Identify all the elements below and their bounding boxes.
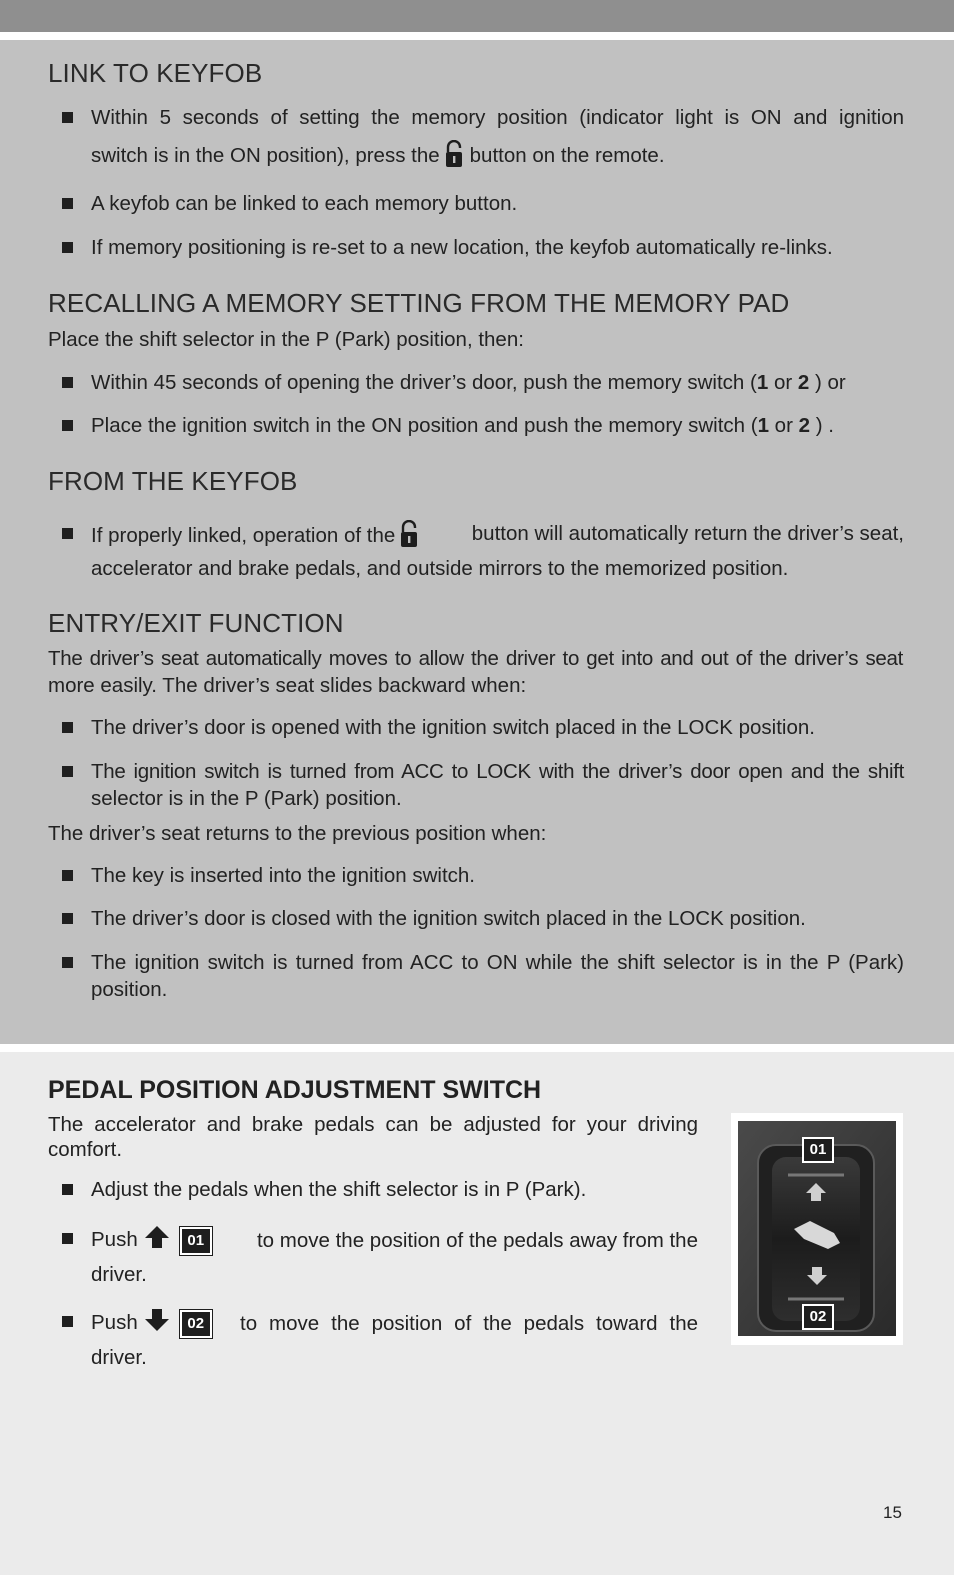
bullet-text-rest: to move the position of the pedals toward the: [240, 1311, 698, 1335]
pedal-switch-photo: [738, 1121, 896, 1336]
top-bar: [0, 0, 954, 32]
bullet-text-line2: switch is in the ON position), press the button on the remote.: [91, 140, 665, 169]
bullet-text: The ignition switch is turned from ACC to LOCK with the driver’s door open and the shift: [91, 760, 904, 783]
bullet-text: If memory positioning is re-set to a new location, the keyfob automatically re-links.: [91, 236, 833, 259]
bullet-square: [62, 112, 73, 123]
bullet-text-line2: position.: [91, 978, 168, 1001]
bullet-text: The ignition switch is turned from ACC to ON while the shift selector is in the P (Park): [91, 951, 904, 974]
entry-intro-line2: more easily. The driver’s seat slides backward when:: [48, 674, 527, 697]
bullet-square: [62, 528, 73, 539]
bullet-square: [62, 957, 73, 968]
bullet-square: [62, 1233, 73, 1244]
tag-01: 01: [180, 1227, 212, 1255]
pedal-intro-line1: The accelerator and brake pedals can be adjusted for your driving: [48, 1113, 698, 1136]
bullet-text: The driver’s door is opened with the ignition switch placed in the LOCK position.: [91, 716, 815, 739]
arrow-down-icon: [144, 1308, 170, 1332]
bullet-square: [62, 198, 73, 209]
bullet-square: [62, 870, 73, 881]
bullet-square: [62, 1184, 73, 1195]
heading-link-to-keyfob: LINK TO KEYFOB: [48, 58, 263, 88]
heading-recalling-memory: RECALLING A MEMORY SETTING FROM THE MEMORY PAD: [48, 288, 790, 318]
unlock-icon: [399, 520, 419, 548]
bullet-text: Push 01 to move the position of the pedals away from the: [91, 1225, 698, 1255]
arrow-up-icon: [144, 1225, 170, 1249]
bullet-text: Adjust the pedals when the shift selector is in P (Park).: [91, 1178, 587, 1201]
heading-pedal-position: PEDAL POSITION ADJUSTMENT SWITCH: [48, 1076, 542, 1104]
bullet-text: The driver’s door is closed with the ignition switch placed in the LOCK position.: [91, 907, 806, 930]
pedal-intro-line2: comfort.: [48, 1138, 123, 1161]
returns-intro: The driver’s seat returns to the previous position when:: [48, 822, 547, 845]
entry-intro-line1: The driver’s seat automatically moves to allow the driver to get into and out of the driver’s seat: [48, 647, 903, 670]
photo-label-02: 02: [802, 1304, 834, 1330]
unlock-icon: [444, 140, 464, 168]
bullet-square: [62, 913, 73, 924]
recalling-intro: Place the shift selector in the P (Park) position, then:: [48, 328, 524, 351]
heading-entry-exit-function: ENTRY/EXIT FUNCTION: [48, 608, 344, 638]
bullet-text-line2: accelerator and brake pedals, and outside mirrors to the memorized position.: [91, 557, 789, 580]
bullet-text: A keyfob can be linked to each memory button.: [91, 192, 518, 215]
bullet-square: [62, 1316, 73, 1327]
bullet-square: [62, 766, 73, 777]
bullet-text-line2: driver.: [91, 1263, 147, 1286]
bullet-text: Within 5 seconds of setting the memory position (indicator light is ON and ignition: [91, 106, 904, 129]
bullet-square: [62, 377, 73, 388]
bullet-text: Place the ignition switch in the ON position and push the memory switch (1 or 2 ) .: [91, 414, 834, 437]
bullet-text: The key is inserted into the ignition switch.: [91, 864, 475, 887]
tag-02: 02: [180, 1310, 212, 1338]
bullet-square: [62, 242, 73, 253]
heading-from-the-keyfob: FROM THE KEYFOB: [48, 466, 298, 496]
bullet-square: [62, 722, 73, 733]
bullet-square: [62, 420, 73, 431]
bullet-text: Push 02 to move the position of the pedals toward the: [91, 1308, 698, 1338]
bullet-text-line2: driver.: [91, 1346, 147, 1369]
bullet-text: If properly linked, operation of the button will automatically return the driver’s seat,: [91, 522, 904, 547]
page-number: 15: [883, 1503, 902, 1522]
pedal-switch-photo-frame: [731, 1113, 903, 1345]
bullet-text: Within 45 seconds of opening the driver’s door, push the memory switch (1 or 2 ) or: [91, 371, 846, 394]
photo-label-01: 01: [802, 1137, 834, 1163]
bullet-text-line2: selector is in the P (Park) position.: [91, 787, 402, 810]
